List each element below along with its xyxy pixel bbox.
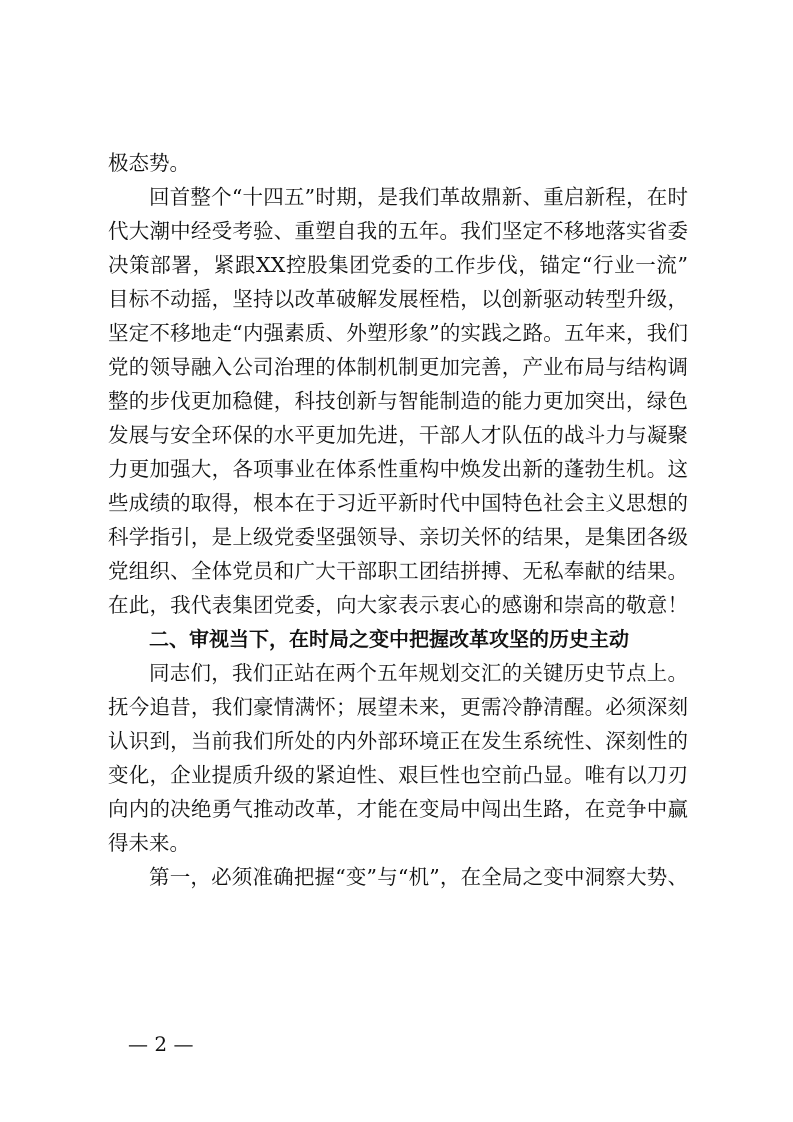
section-heading: 二、审视当下，在时局之变中把握改革攻坚的历史主动 [149, 627, 629, 651]
paragraph-line: 回首整个“十四五”时期，是我们革故鼎新、重启新程，在时 [149, 185, 688, 209]
paragraph-line: 变化，企业提质升级的紧迫性、艰巨性也空前凸显。唯有以刀刃 [108, 763, 688, 787]
paragraph-line: 党的领导融入公司治理的体制机制更加完善，产业布局与结构调 [108, 355, 688, 379]
paragraph-line: 发展与安全环保的水平更加先进，干部人才队伍的战斗力与凝聚 [108, 423, 688, 447]
page-number: — 2 — [128, 1032, 194, 1056]
paragraph-line: 得未来。 [108, 831, 190, 855]
paragraph-line: 抚今追昔，我们豪情满怀；展望未来，更需冷静清醒。必须深刻 [108, 695, 688, 719]
paragraph-line: 坚定不移地走“内强素质、外塑形象”的实践之路。五年来，我们 [108, 321, 688, 345]
paragraph-line: 在此，我代表集团党委，向大家表示衷心的感谢和崇高的敬意！ [108, 593, 688, 617]
paragraph-line: 整的步伐更加稳健，科技创新与智能制造的能力更加突出，绿色 [108, 389, 688, 413]
paragraph-line: 些成绩的取得，根本在于习近平新时代中国特色社会主义思想的 [108, 491, 688, 515]
paragraph-line: 科学指引，是上级党委坚强领导、亲切关怀的结果，是集团各级 [108, 525, 688, 549]
paragraph-line: 党组织、全体党员和广大干部职工团结拼搏、无私奉献的结果。 [108, 559, 688, 583]
paragraph-line: 代大潮中经受考验、重塑自我的五年。我们坚定不移地落实省委 [108, 219, 688, 243]
paragraph-line: 同志们，我们正站在两个五年规划交汇的关键历史节点上。 [149, 661, 688, 685]
paragraph-line: 力更加强大，各项事业在体系性重构中焕发出新的蓬勃生机。这 [108, 457, 688, 481]
paragraph-line: 极态势。 [108, 151, 190, 175]
paragraph-line: 目标不动摇，坚持以改革破解发展桎梏，以创新驱动转型升级， [108, 287, 688, 311]
paragraph-line: 决策部署，紧跟XX控股集团党委的工作步伐，锚定“行业一流” [108, 253, 688, 277]
body-text [108, 146, 688, 894]
paragraph-line: 第一，必须准确把握“变”与“机”，在全局之变中洞察大势、 [149, 865, 688, 889]
paragraph-line: 向内的决绝勇气推动改革，才能在变局中闯出生路，在竞争中赢 [108, 797, 688, 821]
paragraph-line: 认识到，当前我们所处的内外部环境正在发生系统性、深刻性的 [108, 729, 688, 753]
